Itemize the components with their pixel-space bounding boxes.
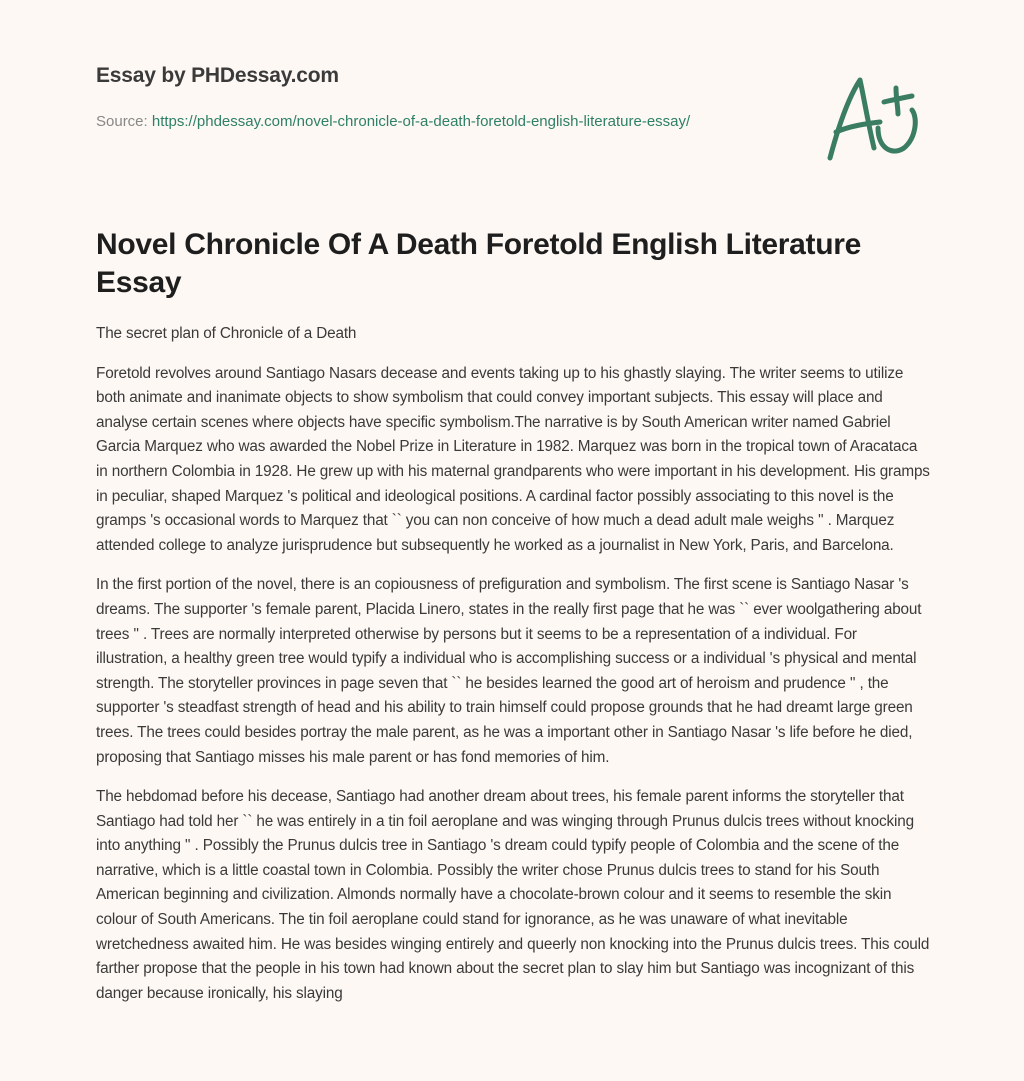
article-paragraph: Foretold revolves around Santiago Nasars decease and events taking up to his ghastly slaying. The writer seems to utilize both animate and inanimate objects to show symbolism that could convey important subjects. This essay will place and analyse certain scenes where objects have specific symbolism.The narrative is by South American writer named Gabriel Garcia Marquez who was awarded the Nobel Prize in Literature in 1982. Marquez was born in the tropical town of Aracataca in northern Colombia in 1928. He grew up with his maternal grandparents who were important in his development. His gramps in peculiar, shaped Marquez 's political and ideological positions. A cardinal factor possibly associating to this novel is the gramps 's occasional words to Marquez that `` you can non conceive of how much a dead adult male weighs '' . Marquez attended college to analyze jurisprudence but subsequently he worked as a journalist in New York, Paris, and Barcelona. [96, 364, 930, 554]
article-paragraph: The hebdomad before his decease, Santiago had another dream about trees, his female parent informs the storyteller that Santiago had told her `` he was entirely in a tin foil aeroplane and was winging through Prunus dulcis trees without knocking into anything '' . Possibly the Prunus dulcis tree in Santiago 's dream could typify people of Colombia and the scene of the narrative, which is a little coastal town in Colombia. Possibly the writer chose Prunus dulcis trees to stand for his South American beginning and civilization. Almonds normally have a chocolate-brown colour and it seems to resemble the skin colour of South Americans. The tin foil aeroplane could stand for ignorance, as he was unaware of what inevitable wretchedness awaited him. He was besides winging entirely and queerly non knocking into the Prunus dulcis trees. This could farther propose that the people in his town had known about the secret plan to slay him but Santiago was incognizant of this danger because ironically, his slaying [96, 788, 930, 1002]
site-brand: Essay by PHDessay.com [96, 64, 339, 87]
source-line [96, 110, 736, 134]
article-paragraph: In the first portion of the novel, there is an copiousness of prefiguration and symbolism. The first scene is Santiago Nasar 's dreams. The supporter 's female parent, Placida Linero, states in the really first page that he was `` ever woolgathering about trees '' . Trees are normally interpreted otherwise by persons but it seems to be a representation of a individual. For illustration, a healthy green tree would typify a individual who is accomplishing success or a individual 's physical and mental strength. The storyteller provinces in page seven that `` he besides learned the good art of heroism and prudence '' , the supporter 's steadfast strength of head and his ability to train himself could propose grounds that he had dreamt large green trees. The trees could besides portray the male parent, as he was a important other in Santiago Nasar 's life before he died, proposing that Santiago misses his male parent or has fond memories of him. [96, 576, 922, 766]
article-paragraph: The secret plan of Chronicle of a Death [96, 325, 357, 342]
article-body [96, 322, 932, 1021]
source-label: Source: [96, 113, 152, 130]
source-link[interactable]: https://phdessay.com/novel-chronicle-of-a-death-foretold-english-literature-essay/ [151, 113, 691, 130]
a-plus-icon [820, 68, 930, 168]
article-title: Novel Chronicle Of A Death Foretold English Literature Essay [96, 228, 862, 299]
